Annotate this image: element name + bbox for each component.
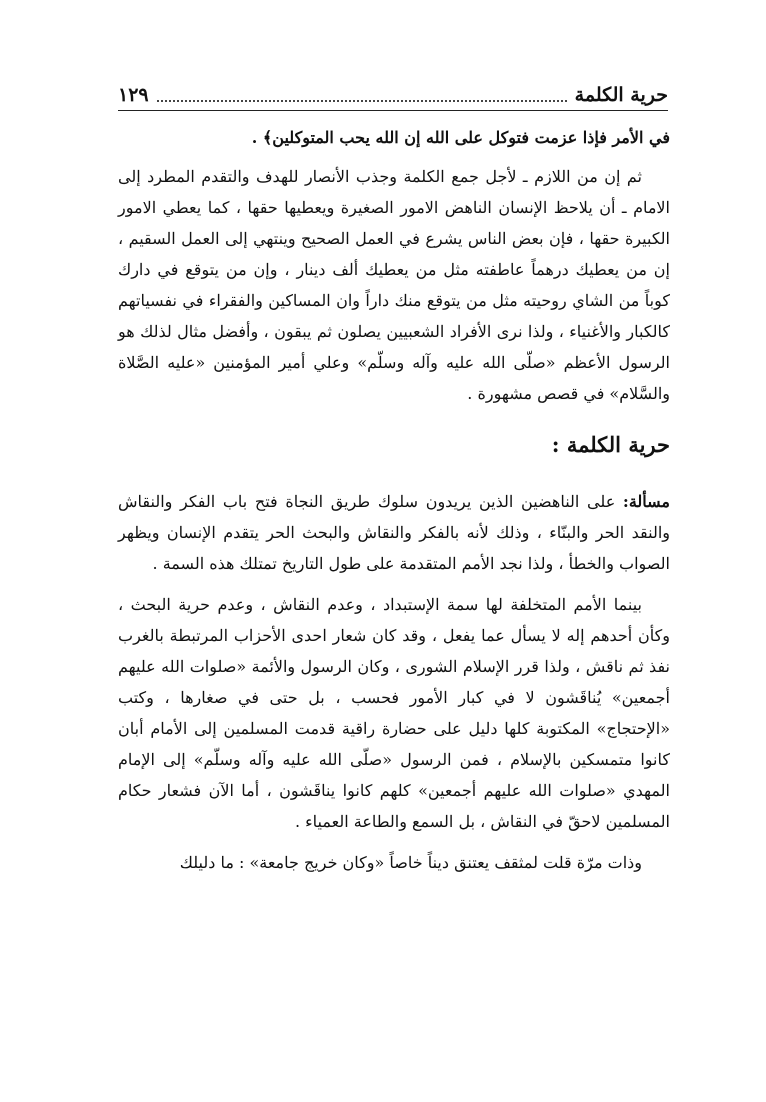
page-header	[118, 80, 668, 111]
section-heading: حرية الكلمة :	[551, 432, 670, 457]
page-number: ١٢٩	[118, 84, 149, 106]
paragraph-3: بينما الأمم المتخلفة لها سمة الإستبداد ، وعدم النقاش ، وعدم حرية البحث ، وكأن أحدهم إله لا يسأل عما يفعل ، وقد كان شعار احدى الأحزاب المرتبطة بالغرب نفذ ثم ناقش ، ولذا قرر الإسلام الشورى ، وكان الرسول والأئمة «صلوات الله عليهم أجمعين» يُناقَشون لا في كبار الأمور فحسب ، بل حتى في صغارها ، وكتب «الإحتجاج» المكتوبة كلها دليل على حضارة راقية قدمت المسلمين إلى الأمام أبان كانوا متمسكين بالإسلام ، فمن الرسول «صلّى الله عليه وآله وسلّم» إلى الإمام المهدي «صلوات الله عليهم أجمعين» كلهم كانوا يناقَشون ، أما الآن فشعار حكام المسلمين لاحقّ في النقاش ، بل السمع والطاعة العمياء .	[118, 595, 671, 831]
header-dot-leader	[157, 88, 567, 102]
page-body	[118, 122, 670, 888]
masala-label: مسألة:	[622, 492, 670, 511]
quran-verse-line: في الأمر فإذا عزمت فتوكل على الله إن الله يحب المتوكلين﴾ .	[251, 128, 670, 147]
paragraph-4: وذات مرّة قلت لمثقف يعتنق ديناً خاصاً «وكان خريج جامعة» : ما دليلك	[179, 853, 642, 872]
paragraph-1: ثم إن من اللازم ـ لأجل جمع الكلمة وجذب الأنصار للهدف والتقدم المطرد إلى الامام ـ أن يلاحظ الإنسان الناهض الامور الصغيرة ويعطيها حقها ، كما يعطي الامور الكبيرة حقها ، فإن بعض الناس يشرع في العمل الصحيح وينتهي إلى العمل السقيم ، إن من يعطيك درهماً عاطفته مثل من يعطيك ألف دينار ، وإن من يتوقع في دارك كوباً من الشاي روحيته مثل من يتوقع منك داراً وان المساكين والفقراء في نفسياتهم كالكبار والأغنياء ، ولذا نرى الأفراد الشعبيين يصلون ثم يبقون ، وأفضل مثال لذلك هو الرسول الأعظم «صلّى الله عليه وآله وسلّم» وعلي أمير المؤمنين «عليه الصَّلاة والسَّلام» في قصص مشهورة .	[118, 167, 671, 403]
paragraph-2-text: على الناهضين الذين يريدون سلوك طريق النجاة فتح باب الفكر والنقاش والنقد الحر والبنّاء ، وذلك لأنه بالفكر والنقاش والبحث الحر يتقدم الإنسان ويظهر الصواب والخطأ ، ولذا نجد الأمم المتقدمة على طول التاريخ تمتلك هذه السمة .	[118, 492, 670, 573]
paragraph-2	[118, 486, 670, 579]
running-title: حرية الكلمة	[574, 84, 668, 106]
